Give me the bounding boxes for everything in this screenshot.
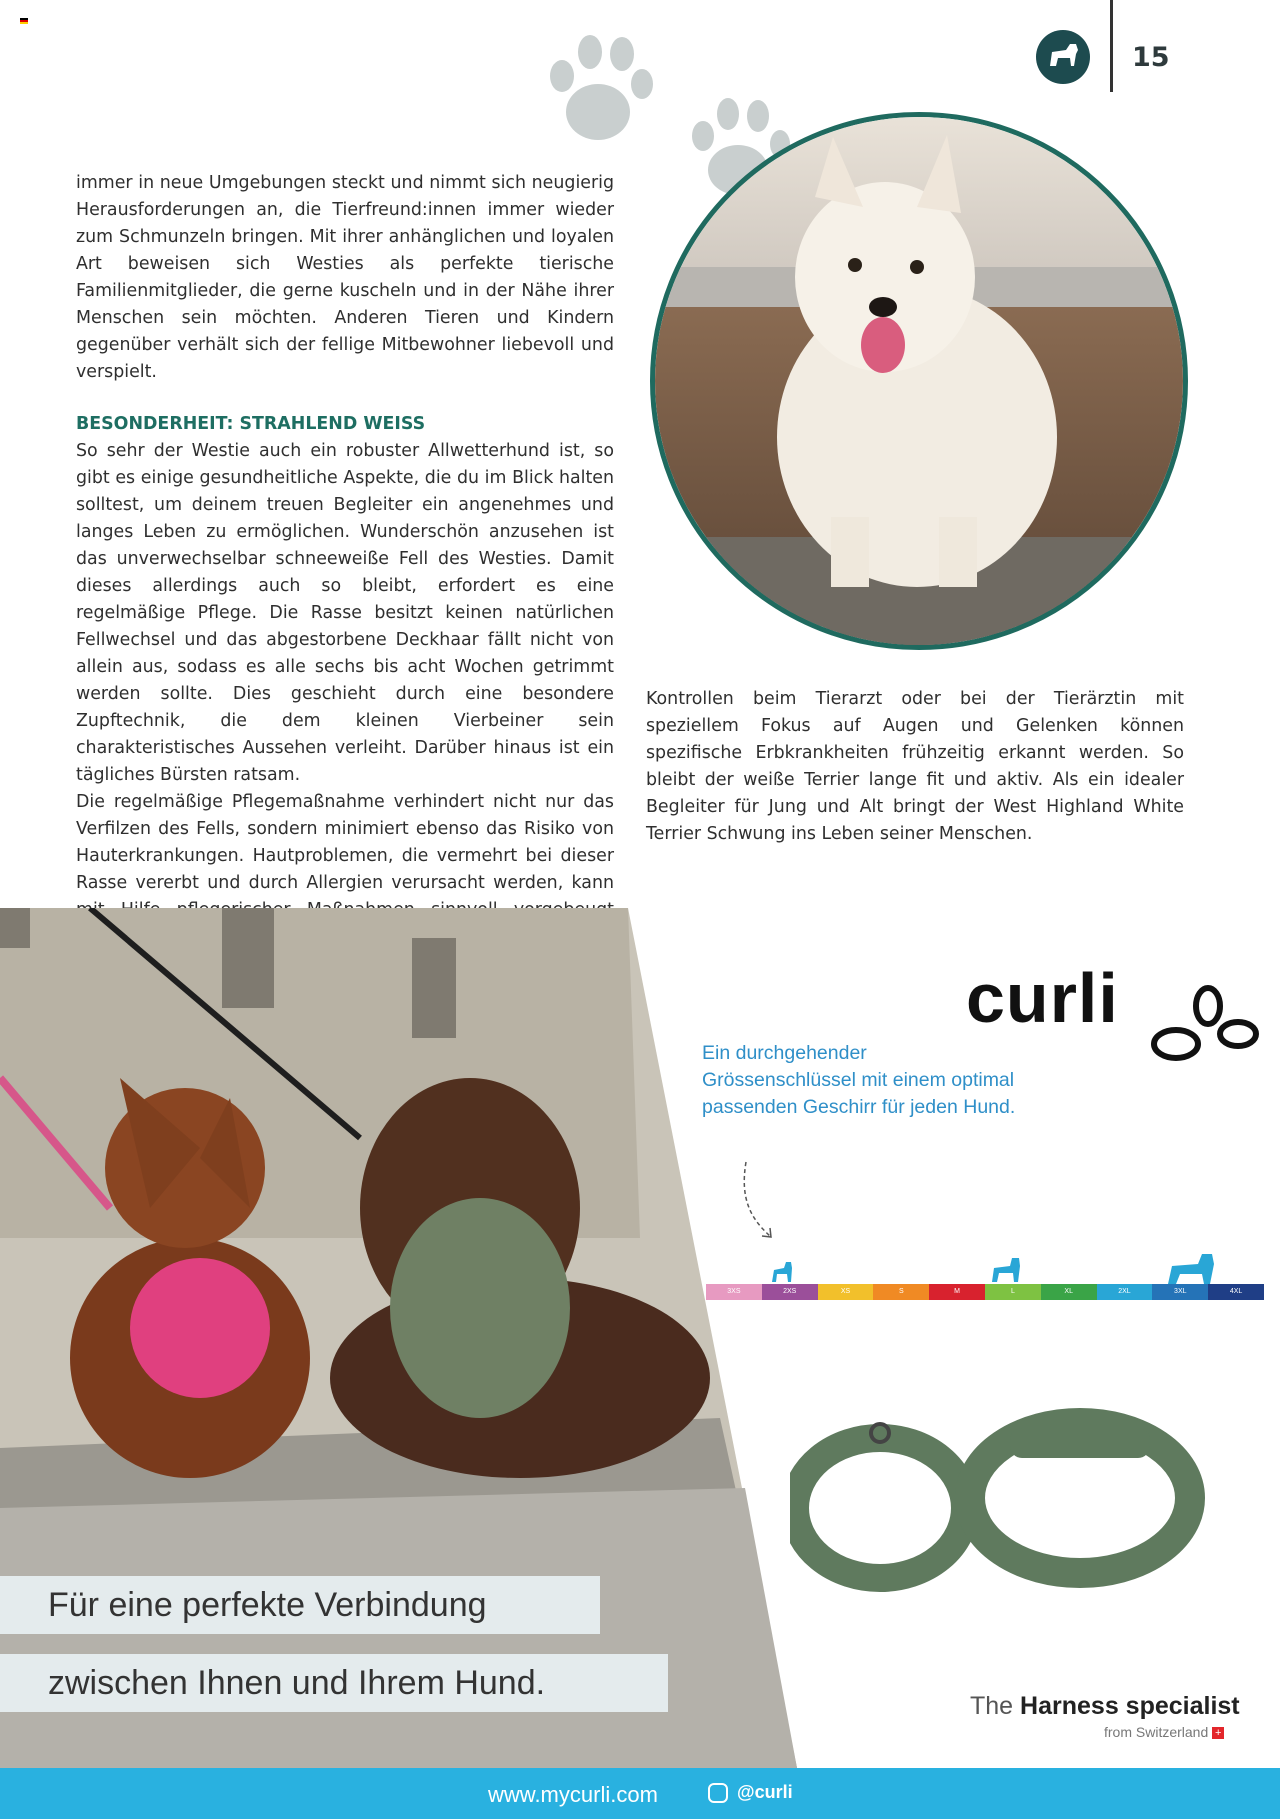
- dogs-illustration: [0, 908, 797, 1768]
- header-divider: [1110, 0, 1113, 92]
- size-cell-3xl: 3XL: [1152, 1284, 1208, 1300]
- size-cell-m: M: [929, 1284, 985, 1300]
- specialist-bold: Harness specialist: [1020, 1692, 1240, 1720]
- specialist-prefix: The: [970, 1692, 1014, 1720]
- right-paragraph: Kontrollen beim Tierarzt oder bei der Tierärztin mit speziellem Fokus auf Augen und Gelenken können spezifische Erbkrankheiten frühzeitig erkannt werden. So bleibt der weiße Terrier lange fit und aktiv. Als ein idealer Begleiter für Jung und Alt bringt der West Highland White Terrier Schwung ins Leben seiner Menschen.: [646, 689, 1184, 844]
- headline-line-1: Für eine perfekte Verbindung: [48, 1586, 487, 1624]
- brand-wordmark: curli: [966, 959, 1119, 1037]
- section-paragraph: So sehr der Westie auch ein robuster Allwetterhund ist, so gibt es einige gesundheitliche Aspekte, die du im Blick halten solltest, um deinem treuen Begleiter ein angenehmes und langes Leben zu ermöglichen. Wunderschön anzusehen ist das unverwechselbar schneeweiße Fell des Westies. Damit dieses allerdings auch so bleibt, erfordert es eine regelmäßige Pflege. Die Rasse besitzt keinen natürlichen Fellwechsel und das abgestorbene Deckhaar fällt nicht von allein aus, sodass es alle sechs bis acht Wochen getrimmt werden sollte. Dies geschieht durch eine besondere Zupftechnik, die dem kleinen Vierbeiner sein charakteristisches Aussehen verleiht. Darüber hinaus ist ein tägliches Bürsten ratsam.: [76, 441, 614, 785]
- swiss-flag-icon: +: [1212, 1727, 1224, 1739]
- origin-text: from Switzerland: [1104, 1724, 1209, 1740]
- article-left-column: [76, 170, 614, 951]
- medium-dog-icon: [992, 1258, 1020, 1282]
- dog-badge: [1036, 30, 1090, 84]
- harness-specialist-claim: [970, 1692, 1240, 1721]
- flower-icon: [1146, 984, 1266, 1074]
- headline-banner-1: [0, 1576, 600, 1634]
- intro-paragraph: immer in neue Umgebungen steckt und nimmt sich neugierig Herausforderungen an, die Tierfreund:innen immer wieder zum Schmunzeln bringen. Mit ihrer anhänglichen und loyalen Art beweisen sich Westies als perfekte tierische Familienmitglieder, die gerne kuscheln und in der Nähe ihrer Menschen sein möchten. Anderen Tieren und Kindern gegenüber verhält sich der fellige Mitbewohner liebevoll und verspielt.: [76, 173, 614, 382]
- curli-advertisement: [0, 908, 1280, 1819]
- harness-illustration: [790, 1318, 1280, 1638]
- size-cell-4xl: 4XL: [1208, 1284, 1264, 1300]
- care-paragraph: Die regelmäßige Pflegemaßnahme verhindert nicht nur das Verfilzen des Fells, sondern minimiert ebenso das Risiko von Hauterkrankungen. Hautproblemen, die vermehrt bei dieser Rasse vererbt und durch Allergien verursacht werden, kann: [76, 792, 614, 893]
- size-scale: [706, 1284, 1264, 1300]
- origin-line: [1104, 1724, 1224, 1740]
- westie-illustration: [655, 117, 1183, 645]
- dog-icon: [1036, 30, 1090, 84]
- paw-icon: [550, 35, 653, 140]
- size-cell-2xl: 2XL: [1097, 1284, 1153, 1300]
- dog-size-icons: [766, 1254, 1266, 1286]
- instagram-handle[interactable]: [708, 1782, 793, 1803]
- size-cell-l: L: [985, 1284, 1041, 1300]
- instagram-text: @curli: [737, 1782, 793, 1802]
- large-dog-icon: [1168, 1254, 1214, 1284]
- website-link[interactable]: www.mycurli.com: [488, 1782, 658, 1807]
- headline-line-2: zwischen Ihnen und Ihrem Hund.: [48, 1664, 546, 1702]
- ad-dogs-photo: [0, 908, 797, 1768]
- section-heading: BESONDERHEIT: STRAHLEND WEISS: [76, 414, 426, 434]
- small-dog-icon: [772, 1262, 792, 1282]
- size-cell-xl: XL: [1041, 1284, 1097, 1300]
- arrow-icon: [740, 1158, 780, 1248]
- size-cell-3xs: 3XS: [706, 1284, 762, 1300]
- page-number: 15: [1132, 42, 1170, 73]
- instagram-icon: [708, 1783, 728, 1803]
- size-cell-s: S: [873, 1284, 929, 1300]
- flag-icon: [20, 18, 28, 24]
- size-cell-xs: XS: [818, 1284, 874, 1300]
- headline-banner-2: [0, 1654, 668, 1712]
- ad-tagline: Ein durchgehender Grössenschlüssel mit einem optimal passenden Geschirr für jeden Hund.: [702, 1042, 1016, 1118]
- westie-photo: [650, 112, 1188, 650]
- size-cell-2xs: 2XS: [762, 1284, 818, 1300]
- article-right-column: [646, 686, 1184, 848]
